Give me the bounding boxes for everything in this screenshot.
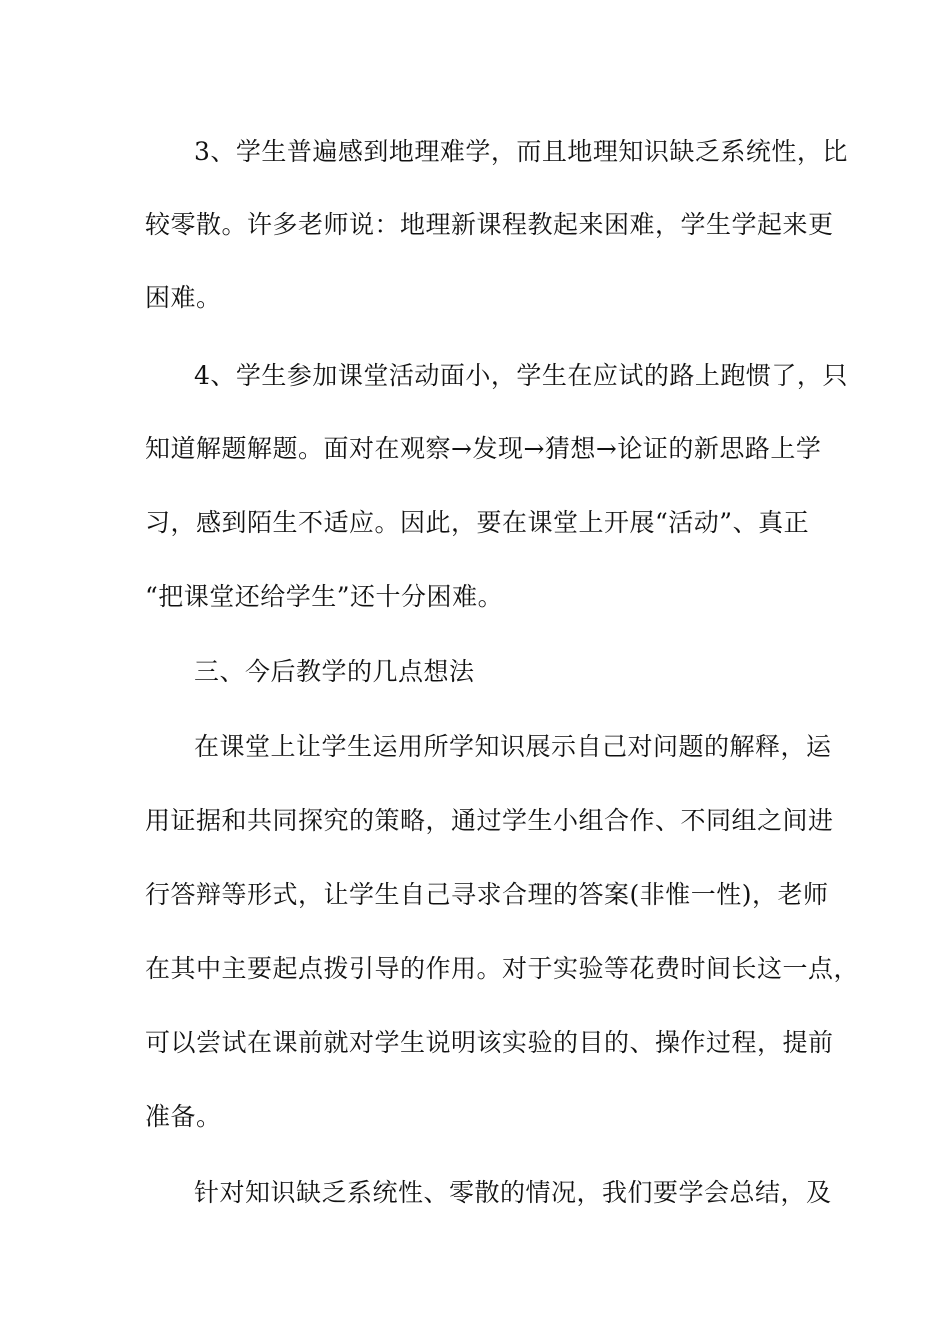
paragraph-4-line-1: 4、学生参加课堂活动面小，学生在应试的路上跑惯了，只 [194, 361, 848, 390]
paragraph-3-line-2: 较零散。许多老师说：地理新课程教起来困难，学生学起来更 [145, 210, 834, 239]
paragraph-5-line-4: 在其中主要起点拨引导的作用。对于实验等花费时间长这一点， [145, 954, 860, 983]
paragraph-4-line-4: “把课堂还给学生”还十分困难。 [145, 582, 504, 611]
paragraph-3-line-3: 困难。 [145, 283, 222, 312]
paragraph-5-line-3: 行答辩等形式，让学生自己寻求合理的答案(非惟一性)，老师 [145, 880, 829, 909]
section-heading: 三、今后教学的几点想法 [194, 657, 475, 686]
paragraph-4-line-2: 知道解题解题。面对在观察→发现→猜想→论证的新思路上学 [145, 434, 822, 463]
paragraph-6-line-1: 针对知识缺乏系统性、零散的情况，我们要学会总结，及 [194, 1178, 832, 1207]
paragraph-5-line-6: 准备。 [145, 1102, 222, 1131]
paragraph-3-line-1: 3、学生普遍感到地理难学，而且地理知识缺乏系统性，比 [194, 137, 848, 166]
paragraph-5-line-1: 在课堂上让学生运用所学知识展示自己对问题的解释，运 [194, 732, 832, 761]
paragraph-5-line-5: 可以尝试在课前就对学生说明该实验的目的、操作过程，提前 [145, 1028, 834, 1057]
paragraph-5-line-2: 用证据和共同探究的策略，通过学生小组合作、不同组之间进 [145, 806, 834, 835]
paragraph-4-line-3: 习，感到陌生不适应。因此，要在课堂上开展“活动”、真正 [145, 508, 810, 537]
